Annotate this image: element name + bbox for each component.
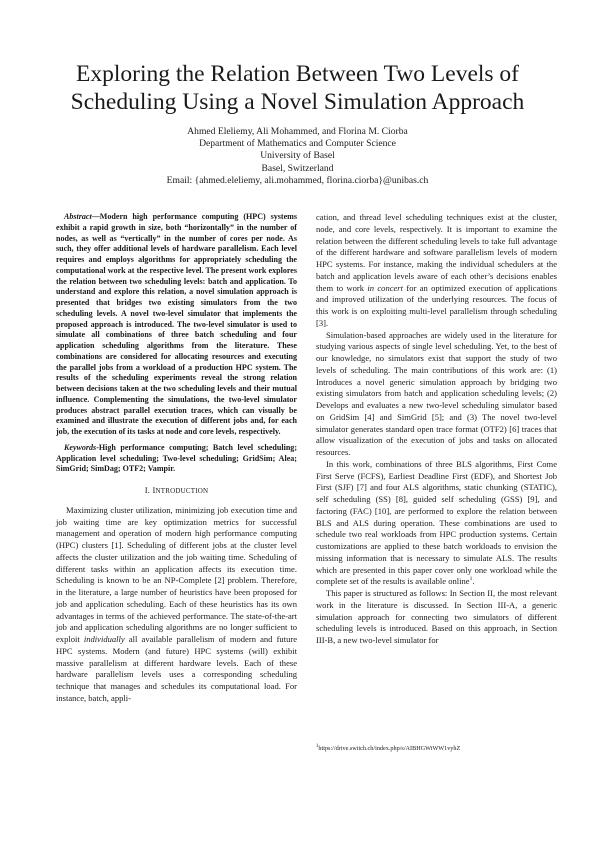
intro-paragraph-1-continued — [316, 212, 557, 330]
intro-p1c-emphasis: in concert — [367, 282, 404, 293]
author-names: Ahmed Eleliemy, Ali Mohammed, and Florina M. Ciorba — [187, 126, 408, 137]
keywords-label: Keywords — [64, 442, 97, 452]
intro-p1-emphasis: individually — [83, 634, 125, 644]
author-block — [40, 126, 555, 187]
intro-paragraph-1 — [56, 505, 297, 705]
intro-p1c-text-b: for an optimized execution of applications and improved utilization of the underlying resources. The focus of this work is on exploiting multi-level parallelism through scheduling [3]. — [316, 282, 557, 328]
section-heading-introduction — [56, 485, 297, 498]
keywords — [56, 443, 297, 475]
intro-paragraph-2: Simulation-based approaches are widely used in the literature for studying various aspects of single level scheduling. Yet, to the best of our knowledge, no simulators exist that support the study of two levels of scheduling. The main contributions of this work are: (1) Introduces a novel generic simulation approach by bridging two existing simulators from batch and application scheduling levels; (2) Develops and evaluates a new two-level scheduling simulator based on GridSim [4] and SimGrid [5]; and (3) The novel two-level simulator generates standard open trace format (OTF2) [6] traces that allow visualization of the execution of jobs and tasks on allocated resources. — [316, 329, 557, 457]
author-email: Email: {ahmed.eleliemy, ali.mohammed, florina.ciorba}@unibas.ch — [166, 174, 429, 186]
footnote-url: https://drive.switch.ch/index.php/s/AIBHGWiWW1vyhZ — [318, 745, 461, 752]
section-number: I. I — [144, 485, 156, 495]
author-location: Basel, Switzerland — [261, 162, 334, 174]
footnote-number: 1 — [316, 743, 319, 749]
author-department: Department of Mathematics and Computer Science — [199, 138, 396, 150]
intro-p1c-text-a: cation, and thread level scheduling techniques exist at the cluster, node, and core levels, respectively. It is important to examine the relation between the different scheduling levels to take full advantage of the different hardware and software parallelism levels of modern HPC systems. For instance, making the individual schedulers at the batch and application levels aware of each other’s decisions enables them to work — [316, 212, 557, 293]
intro-p1-text-b: all available parallelism of modern and future HPC systems. Modern (and future) HPC systems (will) exhibit massive parallelism at different hardware levels. Each of these hardware parallelism levels uses a corresponding scheduling technique that manages and schedules its computational load. For instance, batch, appli- — [56, 634, 297, 703]
abstract-label: Abstract — [64, 212, 92, 221]
intro-p3-text: In this work, combinations of three BLS algorithms, First Come First Serve (FCFS), Earliest Deadline First (EDF), and Shortest Job First (SJF) [7] and four ALS algorithms, static chunking (STATIC), self scheduling (SS) [8], guided self scheduling (GSS) [9], and factoring (FAC) [10], are performed to explore the relation between BLS and ALS during operation. These combinations are used to schedule two real workloads from HPC production systems. Certain customizations are applied to these batch workloads to envision the missing information that is necessary to simulate ALS. The results which are presented in this paper cover only one workload while the complete set of the results is available online — [316, 458, 557, 587]
intro-paragraph-4: This paper is structured as follows: In Section II, the most relevant work in the literature is discussed. In Section III-A, a generic simulation approach for connecting two simulators of different scheduling levels is introduced. Based on this approach, in Section III-B, a new two-level simulator for — [316, 588, 557, 645]
intro-p1-text-a: Maximizing cluster utilization, minimizing job execution time and job waiting time are key optimization metrics for successful management and operation of modern high performance computing (HPC) clusters [1]. Scheduling of different jobs at the cluster level affects the cluster utilization and the job waiting time. Scheduling of different tasks within an application affects its execution time. Scheduling is known to be an NP-Complete [2] problem. Therefore, in the literature, a large number of heuristics have been proposed for job and application scheduling. Each of these heuristics has its own advantages in terms of the achieved performance. The state-of-the-art job and application scheduling algorithms are no longer sufficient to exploit — [56, 504, 297, 644]
intro-p3-end: . — [472, 576, 475, 587]
keywords-text: -High performance computing; Batch level scheduling; Application level scheduling; Two-level scheduling; GridSim; Alea; SimGrid; SimDag; OTF2; Vampir. — [56, 442, 297, 474]
abstract-text: —Modern high performance computing (HPC) systems exhibit a rapid growth in size, both “horizontally” in the number of nodes, as well as “vertically” in the number of cores per node. As such, they offer additional levels of hardware parallelism. Each level requires and employs algorithms for appropriately scheduling the computational work at the respective level. The present work explores the relation between two scheduling levels: batch and application. To understand and explore this relation, a novel simulation approach is presented that bridges two existing simulators from the two scheduling levels. A novel two-level simulator that implements the proposed approach is introduced. The two-level simulator is used to simulate all combinations of three batch scheduling and four application scheduling algorithms from the literature. These combinations are considered for allocating resources and executing the parallel jobs from a workload of a production HPC system. The results of the scheduling experiments reveal the strong relation between decisions taken at the two scheduling levels and their mutual influence. Complementing the simulations, the two-level simulator produces abstract parallel execution traces, which can visually be examined and illustrate the execution of different jobs and, for each job, the execution of its tasks at node and core levels, respectively. — [56, 212, 297, 436]
author-university: University of Basel — [260, 150, 335, 162]
abstract — [56, 212, 297, 438]
intro-paragraph-3 — [316, 459, 557, 588]
footnote-marker: 1 — [469, 576, 473, 583]
left-column — [56, 212, 297, 705]
section-title: NTRODUCTION — [155, 487, 209, 495]
footnote — [316, 745, 557, 753]
paper-title: Exploring the Relation Between Two Levels of Scheduling Using a Novel Simulation Approach — [70, 61, 525, 115]
right-column — [316, 212, 557, 647]
